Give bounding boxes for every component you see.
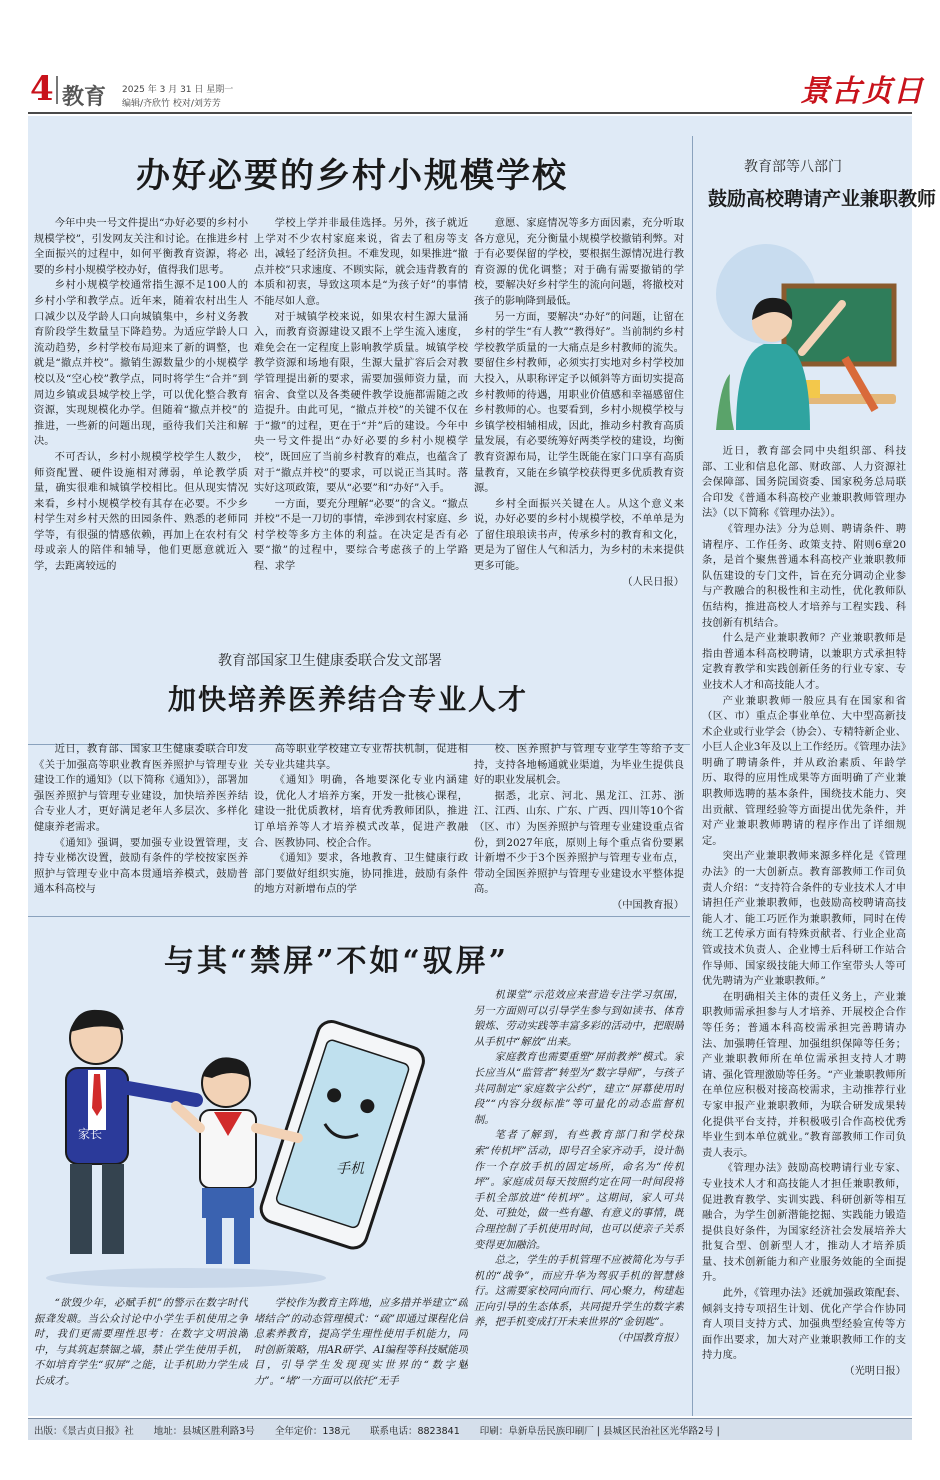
page-header [0, 0, 940, 120]
paragraph: 近日，教育部、国家卫生健康委联合印发《关于加强高等职业教育医养照护与管理专业建设工作的通知》（以下简称《通知》），部署加强医养照护与管理专业建设，加快培养医养结合专业人才，更好满足老年人多层次、多样化健康养老需求。 [34, 743, 248, 833]
article2-col2 [254, 742, 468, 914]
paragraph: 校、医养照护与管理专业学生等给予支持，支持各地畅通就业渠道，为毕业生提供良好的职业发展机会。 [474, 743, 684, 787]
paragraph: 乡村小规模学校通常指生源不足100人的乡村小学和教学点。近年来，随着农村出生人口减少以及学龄人口向城镇集中，乡村义务教育阶段学生数量呈下降趋势。为适应学龄人口流动趋势，乡村学校布局迎来了新的调整，也就是“撤点并校”。撤销生源数量少的小规模学校以及“空心校”教学点，同时将学生“合并”到周边乡镇或县城学校上学，可以优化整合教育资源，实现规模化办学。但随着“撤点并校”的推进，一些新的问题出现，亟待我们关注和解决。 [34, 279, 248, 448]
article4-subtitle: 教育部等八部门 [744, 159, 842, 175]
footer-publisher: 出版：《景古贞日报》社 [34, 1425, 134, 1437]
paragraph: 什么是产业兼职教师？产业兼职教师是指由普通本科高校聘请，以兼职方式承担特定教育教学和实践创新任务的行业专家、专业技术人才和高技能人才。 [702, 632, 906, 691]
article3-title: 与其“禁屏”不如“驭屏” [164, 944, 510, 979]
paragraph: 《通知》强调，要加强专业设置管理，支持专业梯次设置，鼓励有条件的学校按家医养照护与管理专业中高本贯通培养模式，鼓励普通本科高校与 [34, 836, 248, 896]
paragraph: 另一方面，要解决“办好”的问题，让留在乡村的学生“有人教”“教得好”。当前制约乡村学校教学质量的一大痛点是乡村教师的流失。要留住乡村教师，必须实打实地对乡村学校加大投入，从职称评定予以倾斜等方面切实提高乡村教师的待遇，用职业价值感和幸福感留住乡村教师的心。也要看到，乡村小规模学校与乡镇学校相辅相成，因此，推动乡村教育高质量发展，有必要统筹好两类学校的建设，均衡教育资源布局，让学生既能在家门口享有高质量教育，又能在乡镇学校获得更多优质教育资源。 [474, 310, 684, 495]
header-divider [56, 76, 58, 104]
paragraph: “欲毁少年，必赋手机”的警示在数字时代振聋发聩。当公众讨论中小学生手机使用之争时，我们更需要理性思考：在数字文明浪潮中，与其筑起禁锢之墙，禁止学生使用手机，不如培育学生“驭屏”之能，让手机助力学生成长成才。 [34, 1297, 248, 1387]
paragraph: 产业兼职教师一般应具有在国家和省（区、市）重点企事业单位、大中型高新技术企业或行业学会（协会）、专精特新企业、小巨人企业3年及以上工作经历。《管理办法》明确了聘请条件，并从政治素质、年龄学历、取得的应用性成果等方面明确了产业兼职教师选聘的基本条件，围绕技术能力、突出贡献、管理经验等方面提出优先条件，并对产业兼职教师聘请的程序作出了详细规定。 [702, 694, 906, 847]
paragraph: 学校作为教育主阵地，应多措并举建立“疏堵结合”的动态管理模式：“疏”即通过课程化信息素养教育，提高学生理性使用手机能力，同时创新策略，用AR研学、AI编程等科技赋能项目，引导学生发现现实世界的“数字魅力”。“堵”一方面可以依托“无手 [254, 1297, 468, 1387]
paragraph: 今年中央一号文件提出“办好必要的乡村小规模学校”，引发网友关注和讨论。在推进乡村全面振兴的过程中，如何平衡教育资源，将必要的乡村小规模学校办好，值得我们思考。 [34, 217, 248, 276]
paragraph: 高等职业学校建立专业帮扶机制，促进相关专业共建共享。 [254, 743, 468, 771]
article2-subtitle: 教育部国家卫生健康委联合发文部署 [218, 653, 442, 669]
article2-col3 [474, 742, 684, 914]
paragraph: 此外，《管理办法》还就加强政策配套、倾斜支持专项招生计划、优化产学合作协同育人项目支持方式、加强典型经验宣传等方面作出要求，加大对产业兼职教师工作的支持力度。 [702, 1287, 906, 1362]
paragraph: 学校上学并非最佳选择。另外，孩子就近上学对不少农村家庭来说，省去了租房等支出，减轻了经济负担。不难发现，如果推进“撤点并校”只求速度、不顾实际，就会违背教育的本质和初衷，导致这项本是“为孩子好”的事情不能尽如人意。 [254, 217, 468, 307]
source-credit: （光明日报） [844, 1365, 906, 1378]
paragraph: 笔者了解到，有些教育部门和学校探索“传机坪”活动，即号召全家齐动手，设计制作一个存放手机的固定场所，命名为“传机坪”。家庭成员每天按照约定在同一时间段将手机全部放进“传机坪”。这期间，家人可共处、可独处，做一些有趣、有意义的事情，既合理控制了手机使用时间，也可以使亲子关系变得更加融洽。 [474, 1129, 684, 1251]
article1-title: 办好必要的乡村小规模学校 [136, 156, 568, 196]
article1-col3 [474, 216, 684, 736]
illustration-phone-tug [36, 988, 476, 1293]
article2-title: 加快培养医养结合专业人才 [168, 683, 529, 716]
paragraph: 不可否认，乡村小规模学校学生人数少，师资配置、硬件设施相对薄弱，单论教学质量，确实很难和城镇学校相比。但从现实情况来看，乡村小规模学校有其存在必要。不少乡村学生对乡村天然的田园条件、熟悉的老师同学等，有很强的情感依赖，再加上在农村有父母或亲人的陪伴和辅导，他们更愿意就近入学，去距离较远的 [34, 450, 248, 573]
paragraph: 《管理办法》鼓励高校聘请行业专家、专业技术人才和高技能人才担任兼职教师，促进教育教学、实训实践、科研创新等相互融合，为学生创新潜能挖掘、实践能力锻造提供良好条件，为国家经济社会发展培养大批复合型、创新型人才，推动人才培养质量、技术创新能力和产业服务效能的全面提升。 [702, 1162, 906, 1284]
source-credit: （中国教育报） [611, 1332, 684, 1345]
footer-printer: 印刷：阜新阜岳民族印刷厂 | 县城区民治社区光华路2号 | [479, 1425, 720, 1437]
column-divider [692, 136, 693, 1416]
page-number: 4 [30, 69, 54, 109]
footer-address: 地址：县城区胜利路3号 [153, 1425, 255, 1437]
article4-title: 鼓励高校聘请产业兼职教师 [708, 188, 937, 210]
article3-col3 [474, 988, 684, 1414]
paragraph: 《通知》要求，各地教育、卫生健康行政部门要做好组织实施，协同推进，鼓励有条件的地方对新增布点的学 [254, 852, 468, 896]
source-credit: （中国教育报） [611, 898, 684, 911]
paragraph: 机课堂”示范效应来营造专注学习氛围，另一方面则可以引导学生参与到如读书、体育锻炼、劳动实践等丰富多彩的活动中，把眼睛从手机中“解放”出来。 [474, 989, 684, 1048]
paragraph: 据悉，北京、河北、黑龙江、江苏、浙江、江西、山东、广东、广西、四川等10个省（区、市）为医养照护与管理专业建设重点省份，到2027年底，原则上每个重点省份要累计新增不少于3个医养照护与管理专业布点，带动全国医养照护与管理专业建设水平整体提高。 [474, 789, 684, 896]
illustration-teacher [706, 234, 906, 440]
paragraph: 乡村全面振兴关键在人。从这个意义来说，办好必要的乡村小规模学校，不单单是为了留住琅琅读书声，传承乡村的教育和文化，更是为了留住人气和活力，为乡村的未来提供更多可能。 [474, 497, 684, 573]
paragraph: 一方面，要充分理解“必要”的含义。“撤点并校”不是一刀切的事情，牵涉到农村家庭、乡村学校等多方主体的利益。在决定是否有必要“撤”的过程中，要综合考虑孩子的上学路程、求学 [254, 497, 468, 573]
paragraph: 总之，学生的手机管理不应被简化为与手机的“战争”，而应升华为驾驭手机的智慧修行。这需要家校同向而行、同心聚力，构建起正向引导的生态体系，共同提升学生的数字素养，把手机变成打开未来世界的“金钥匙”。 [474, 1254, 684, 1329]
paragraph: 突出产业兼职教师来源多样化是《管理办法》的一大创新点。教育部教师工作司负责人介绍：“支持符合条件的专业技术人才申请担任产业兼职教师，也鼓励高校聘请高技能人才、能工巧匠作为兼职教师，同时在传统工艺传承方面有特殊贡献者、行业企业高管或技术负责人、企业博士后科研工作站合作导师、国家级技能大师工作室带头人等可优先聘请为产业兼职教师。” [702, 850, 906, 988]
paragraph: 近日，教育部会同中央组织部、科技部、工业和信息化部、财政部、人力资源社会保障部、国务院国资委、国家税务总局联合印发《普通本科高校产业兼职教师管理办法》（以下简称《管理办法》）。 [702, 445, 906, 520]
paragraph: 在明确相关主体的责任义务上，产业兼职教师需承担参与人才培养、开展校企合作等任务；普通本科高校需承担完善聘请办法、加强聘任管理、加强组织保障等任务；产业兼职教师所在单位需承担支持人才聘请、强化管理激励等任务。“产业兼职教师所在单位应积极对接高校需求，主动推荐行业专家申报产业兼职教师，为联合研发成果转化提供平台支持，并积极吸引合作高校优秀毕业生到本单位就业。”教育部教师工作司负责人表示。 [702, 990, 906, 1159]
source-credit: （人民日报） [622, 575, 684, 588]
article4-body [702, 444, 906, 1408]
paragraph: 家庭教育也需要重塑“屏前教养”模式。家长应当从“监管者”转型为“数字导师”，与孩子共同制定“家庭数字公约”，建立“屏幕使用时段”“内容分级标准”等可量化的动态监督机制。 [474, 1051, 684, 1126]
header-rule [28, 112, 912, 114]
divider [28, 916, 690, 917]
section-name: 教育 [62, 84, 107, 110]
article3-col2 [254, 1296, 468, 1414]
phone-label: 手机 [336, 1161, 364, 1177]
paragraph: 《通知》明确，各地要深化专业内涵建设，优化人才培养方案，开发一批核心课程，建设一批优质教材，培育优秀教师团队，推进订单培养等人才培养模式改革，促进产教融合、医教协同、校企合作。 [254, 774, 468, 849]
footer-phone: 联系电话：8823841 [369, 1425, 460, 1437]
paragraph: 意愿、家庭情况等多方面因素，充分听取各方意见，充分衡量小规模学校撤销利弊。对于有必要保留的学校，要根据生源情况进行教育资源的优化调整；对于确有需要撤销的学校，要解决好乡村学生的流向问题，将撤校对孩子的影响降到最低。 [474, 217, 684, 307]
paragraph: 对于城镇学校来说，如果农村生源大量涌入，而教育资源建设又跟不上学生流入速度，难免会在一定程度上影响教学质量。城镇学校教学资源和场地有限，生源大量扩容后会对教学管理提出新的要求，需要加强师资力量，而宿舍、食堂以及各类硬件教学设施都需随之改造提升。由此可见，“撤点并校”的关键不仅在于“撤”的过程，更在于“并”后的建设。今年中央一号文件提出“办好必要的乡村小规模学校”，既回应了当前乡村教育的难点，也蕴含了对于“撤点并校”的要求，可以说正当其时。落实好这项政策，要从“必要”和“办好”入手。 [254, 310, 468, 495]
article2-col1 [34, 742, 248, 914]
article3-col1 [34, 1296, 248, 1414]
paragraph: 《管理办法》分为总则、聘请条件、聘请程序、工作任务、政策支持、附则6章20条，是首个聚焦普通本科高校产业兼职教师队伍建设的专门文件，旨在充分调动企业参与产教融合的积极性和主动性，优化教师队伍结构，推进高校人才培养与工程实践、科技创新有机结合。 [702, 522, 906, 629]
masthead-logo: 景古贞日 [800, 74, 924, 109]
edition-date: 2025 年 3 月 31 日 星期一 [122, 85, 234, 95]
footer-price: 全年定价：138元 [274, 1425, 350, 1437]
page-footer [28, 1418, 912, 1440]
content-panel [28, 116, 937, 1416]
parent-label: 家长 [78, 1127, 103, 1141]
article1-col1 [34, 216, 248, 736]
editors-line: 编辑/齐欣竹 校对/刘芳芳 [122, 99, 221, 109]
